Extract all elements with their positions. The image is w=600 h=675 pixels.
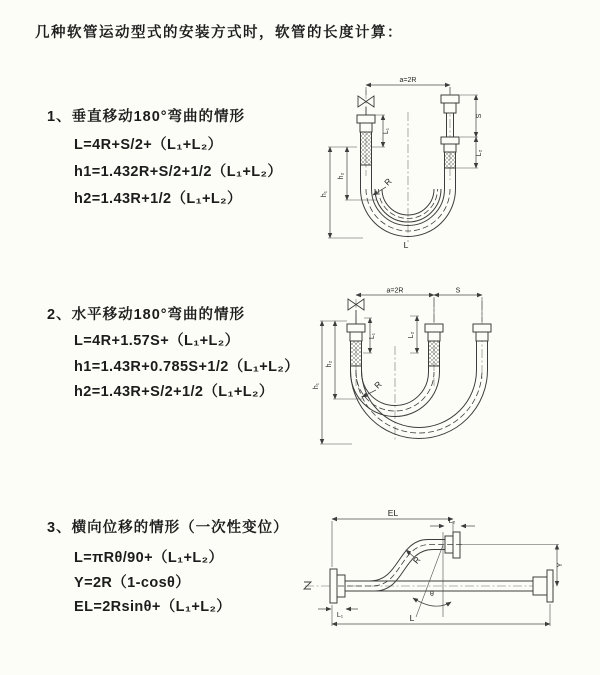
dimension-l2	[456, 137, 483, 168]
section-1-formula-h2: h2=1.43R+1/2（L₁+L₂）	[74, 191, 242, 207]
dim-label-l1: L₁	[369, 332, 376, 340]
diagram-horizontal-180-bend	[310, 286, 590, 458]
section-3-formula-l: L=πRθ/90+（L₁+L₂）	[74, 550, 224, 566]
dimension-s	[460, 95, 483, 137]
dim-label-h1: h₁	[321, 190, 328, 198]
diagram-vertical-180-bend	[315, 70, 580, 258]
section-2-formula-h2: h2=1.43R+S/2+1/2（L₁+L₂）	[74, 384, 274, 400]
diagram-lateral-offset	[300, 507, 590, 642]
dim-label-h2: h₂	[338, 172, 345, 180]
dimension-a2r	[356, 288, 434, 296]
page-title: 几种软管运动型式的安装方式时，软管的长度计算：	[35, 25, 403, 41]
dim-label-el: EL	[387, 508, 399, 518]
dim-label-l2: L₂	[448, 518, 456, 525]
section-2-heading: 2、水平移动180°弯曲的情形	[47, 307, 246, 323]
dimension-l-total	[332, 604, 550, 626]
dim-label-l: L	[409, 613, 415, 623]
dim-label-l2: L₂	[408, 331, 415, 339]
dimension-l1	[318, 609, 358, 619]
break-mark-icon	[304, 582, 311, 589]
dim-label-r: R	[410, 554, 423, 566]
section-2-formula-h1: h1=1.43R+0.785S+1/2（L₁+L₂）	[74, 359, 300, 375]
left-pipe-fitting	[347, 324, 365, 372]
dimension-h1	[321, 147, 363, 238]
dimension-a2r	[366, 77, 450, 95]
dim-label-r: R	[382, 176, 394, 188]
dimension-h1	[313, 321, 352, 444]
section-2-formula-l: L=4R+1.57S+（L₁+L₂）	[74, 333, 240, 349]
dimension-l2	[408, 316, 419, 353]
dim-label-s: S	[476, 113, 483, 119]
right-pipe-fitting	[473, 324, 491, 370]
centerlines	[356, 298, 482, 442]
dim-label-r: R	[372, 379, 384, 391]
dim-label-l-total: L	[403, 240, 409, 250]
angle-label-theta: θ	[430, 591, 434, 598]
upper-flange	[445, 532, 460, 558]
hose-s-curve	[338, 540, 462, 592]
section-3-formula-y: Y=2R（1-cosθ）	[74, 575, 191, 591]
section-3-heading: 3、横向位移的情形（一次性变位）	[47, 520, 289, 536]
dimension-s	[434, 288, 482, 323]
dimension-l1	[363, 318, 376, 353]
dimension-el	[332, 508, 453, 567]
dim-label-l2: L₂	[476, 149, 483, 157]
dim-label-l1: L₁	[336, 612, 344, 619]
dim-label-a2r: a=2R	[386, 287, 404, 295]
dim-label-l1: L₁	[383, 127, 390, 135]
dim-label-h1: h₁	[313, 382, 320, 390]
dim-label-y: Y	[557, 562, 564, 568]
radius-callout	[373, 176, 394, 195]
middle-pipe-fitting	[425, 324, 443, 372]
dim-label-a2r: a=2R	[399, 77, 417, 84]
dim-label-s: S	[455, 287, 461, 295]
section-1-formula-l: L=4R+S/2+（L₁+L₂）	[74, 137, 223, 153]
section-1-formula-h1: h1=1.432R+S/2+1/2（L₁+L₂）	[74, 164, 283, 180]
right-flange	[533, 570, 553, 602]
section-3-formula-el: EL=2Rsinθ+（L₁+L₂）	[74, 599, 232, 615]
section-1-heading: 1、垂直移动180°弯曲的情形	[47, 109, 246, 125]
left-pipe-fitting	[357, 115, 375, 189]
dim-label-h2: h₂	[326, 360, 333, 368]
hose-bend	[351, 370, 488, 439]
